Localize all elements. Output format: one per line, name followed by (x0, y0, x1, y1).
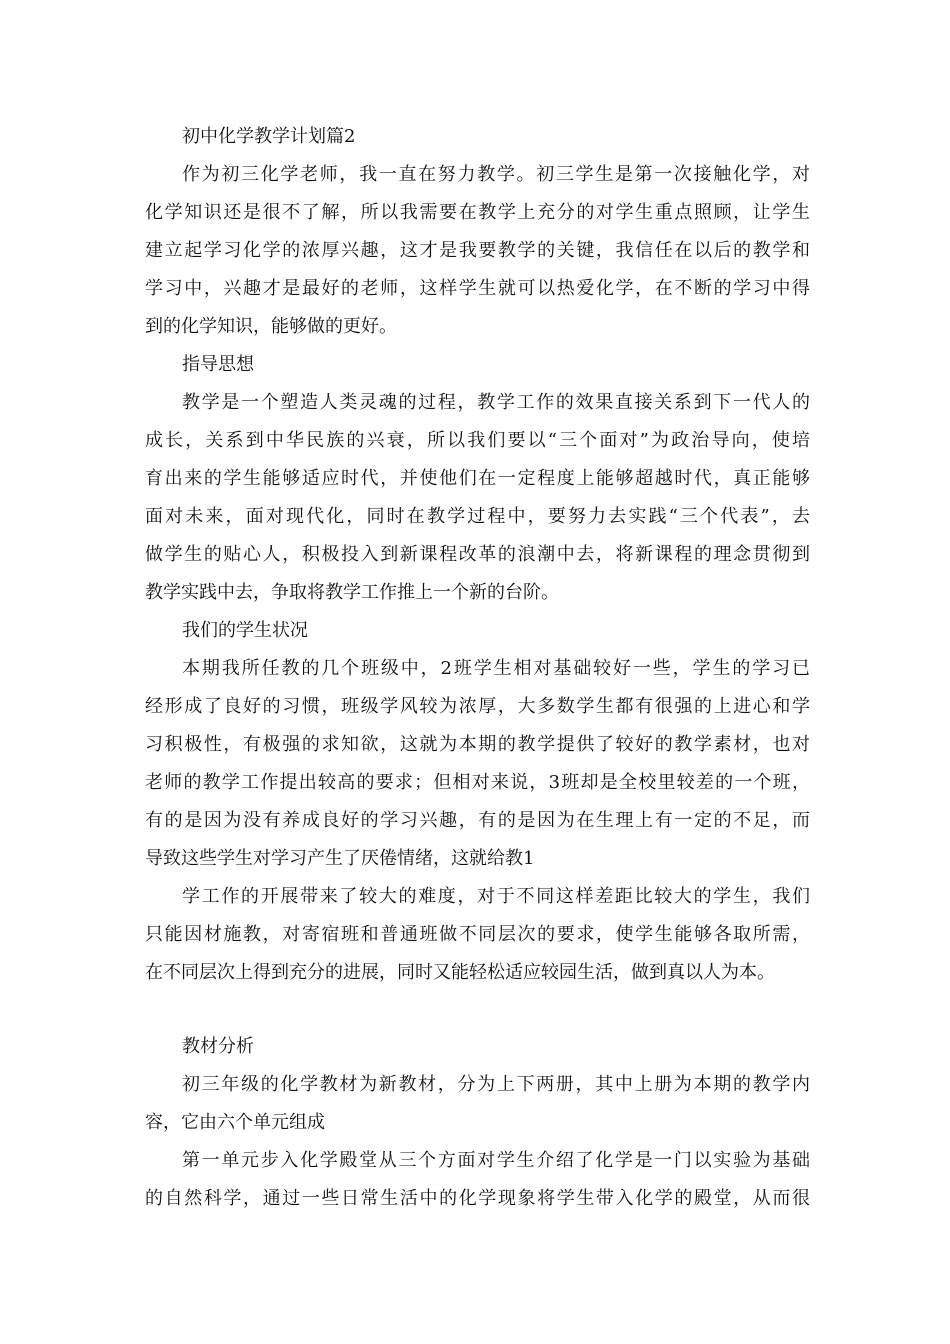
paragraph-line: 习积极性，有极强的求知欲，这就为本期的教学提供了较好的教学素材，也对 (145, 734, 810, 755)
paragraph-line: 本期我所任教的几个班级中，2班学生相对基础较好一些，学生的学习已 (182, 658, 810, 679)
paragraph-line: 到的化学知识，能够做的更好。 (145, 316, 397, 337)
paragraph-line: 化学知识还是很不了解，所以我需要在教学上充分的对学生重点照顾，让学生 (145, 202, 810, 223)
paragraph-line: 教学是一个塑造人类灵魂的过程，教学工作的效果直接关系到下一代人的 (182, 392, 810, 413)
section-heading-textbook-analysis: 教材分析 (182, 1036, 254, 1057)
paragraph-line: 在不同层次上得到充分的进展，同时又能轻松适应较园生活，做到真以人为本。 (145, 962, 775, 983)
section-heading-student-situation: 我们的学生状况 (182, 620, 308, 641)
paragraph-line: 初三年级的化学教材为新教材，分为上下两册，其中上册为本期的教学内 (182, 1074, 810, 1095)
paragraph-line: 学习中，兴趣才是最好的老师，这样学生就可以热爱化学，在不断的学习中得 (145, 278, 810, 299)
paragraph-line: 面对未来，面对现代化，同时在教学过程中，要努力去实践“三个代表”，去 (145, 506, 810, 527)
paragraph-line: 育出来的学生能够适应时代，并使他们在一定程度上能够超越时代，真正能够 (145, 468, 810, 489)
section-heading-guiding-thought: 指导思想 (182, 354, 254, 375)
paragraph-line: 老师的教学工作提出较高的要求；但相对来说，3班却是全校里较差的一个班， (145, 772, 810, 793)
paragraph-line: 容，它由六个单元组成 (145, 1112, 325, 1133)
paragraph-line: 作为初三化学老师，我一直在努力教学。初三学生是第一次接触化学，对 (182, 164, 810, 185)
paragraph-line: 经形成了良好的习惯，班级学风较为浓厚，大多数学生都有很强的上进心和学 (145, 696, 810, 717)
paragraph-line: 的自然科学，通过一些日常生活中的化学现象将学生带入化学的殿堂，从而很 (145, 1188, 810, 1209)
paragraph-line: 做学生的贴心人，积极投入到新课程改革的浪潮中去，将新课程的理念贯彻到 (145, 544, 810, 565)
paragraph-line: 成长，关系到中华民族的兴衰，所以我们要以“三个面对”为政治导向，使培 (145, 430, 810, 451)
paragraph-line: 有的是因为没有养成良好的学习兴趣，有的是因为在生理上有一定的不足，而 (145, 810, 810, 831)
paragraph-line: 学工作的开展带来了较大的难度，对于不同这样差距比较大的学生，我们 (182, 886, 810, 907)
paragraph-line: 建立起学习化学的浓厚兴趣，这才是我要教学的关键，我信任在以后的教学和 (145, 240, 810, 261)
paragraph-line: 只能因材施教，对寄宿班和普通班做不同层次的要求，使学生能够各取所需， (145, 924, 810, 945)
paragraph-line: 第一单元步入化学殿堂从三个方面对学生介绍了化学是一门以实验为基础 (182, 1150, 810, 1171)
paragraph-line: 教学实践中去，争取将教学工作推上一个新的台阶。 (145, 582, 559, 603)
paragraph-line: 导致这些学生对学习产生了厌倦情绪，这就给教1 (145, 848, 535, 869)
section-heading-plan-2: 初中化学教学计划篇2 (182, 126, 356, 147)
